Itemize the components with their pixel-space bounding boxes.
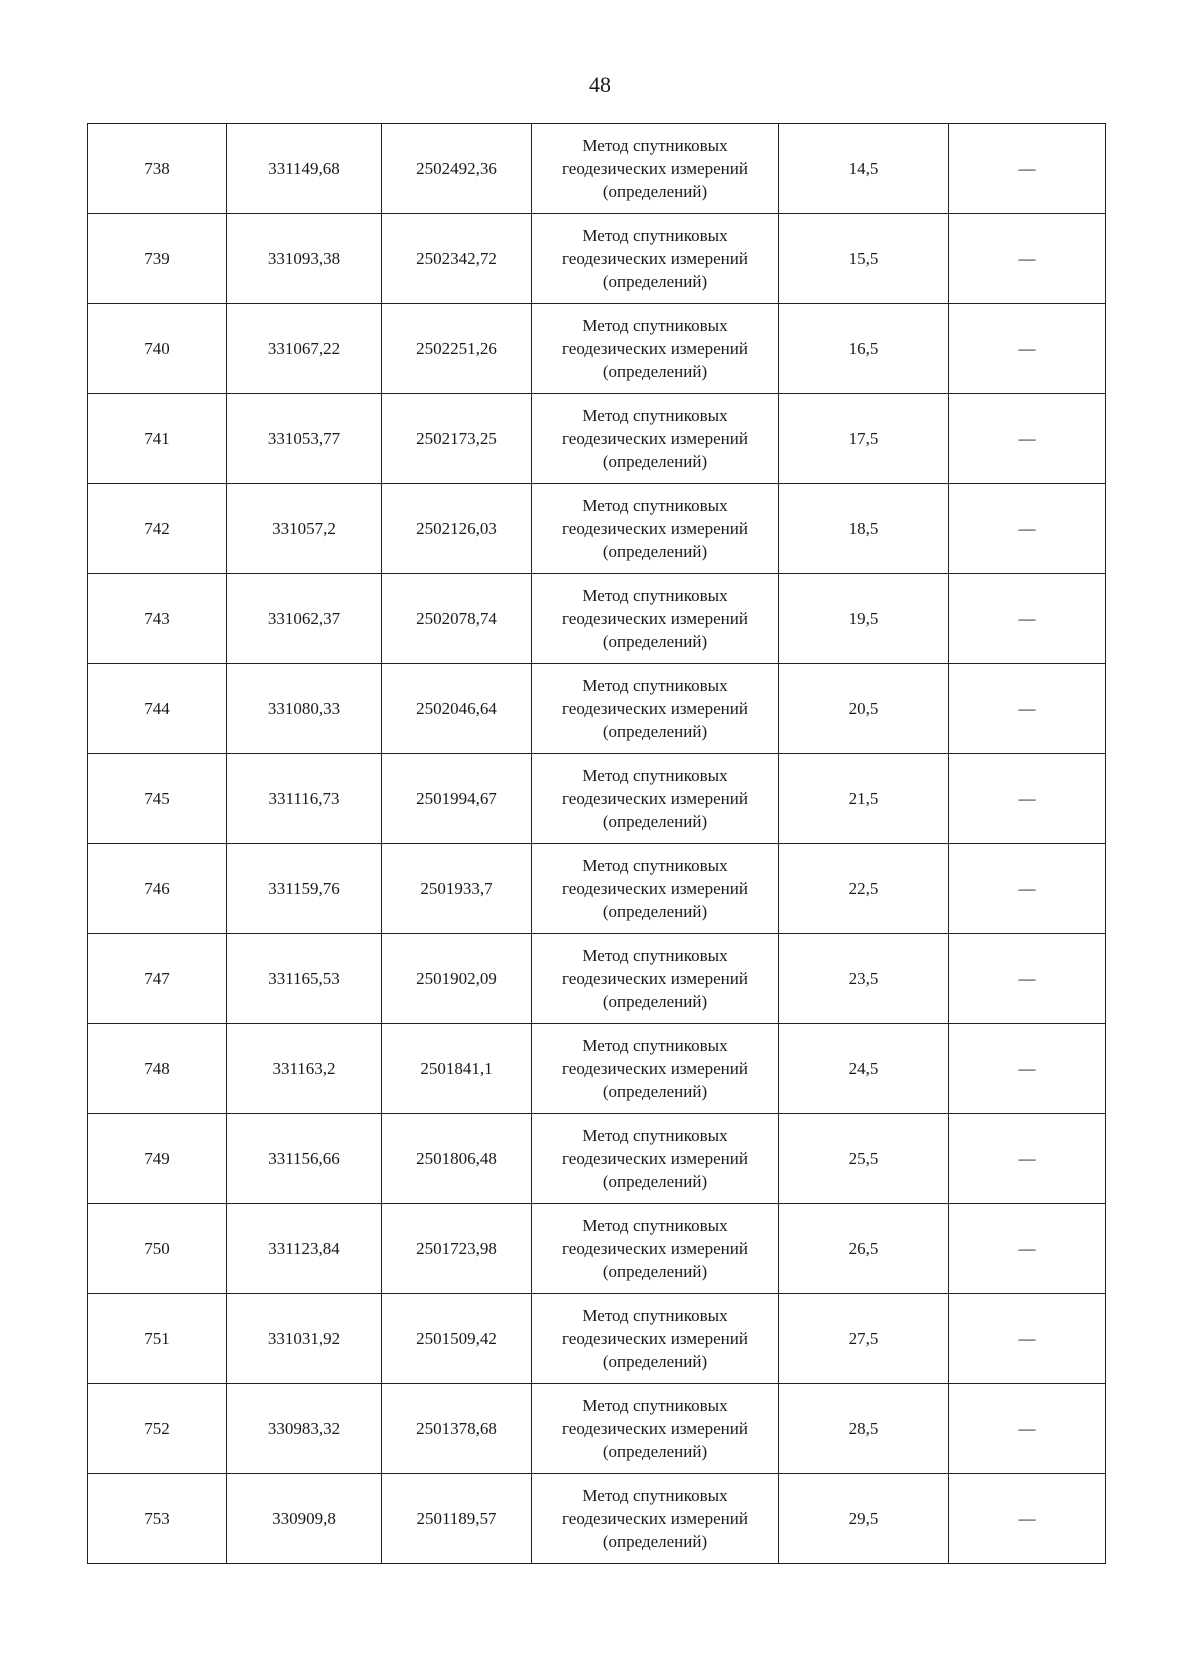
- accuracy-cell: 29,5: [779, 1474, 949, 1564]
- note-cell: —: [949, 934, 1106, 1024]
- method-line: геодезических измерений: [562, 969, 748, 988]
- method-line: (определений): [602, 1262, 708, 1281]
- coordinate-x-cell: 331053,77: [227, 394, 382, 484]
- method-line: геодезических измерений: [562, 1329, 748, 1348]
- coordinate-x-cell: 331057,2: [227, 484, 382, 574]
- method-line: Метод спутниковых: [582, 586, 728, 605]
- accuracy-cell: 19,5: [779, 574, 949, 664]
- coordinate-x-cell: 331031,92: [227, 1294, 382, 1384]
- coordinate-x-cell: 331093,38: [227, 214, 382, 304]
- method-cell: [532, 574, 779, 664]
- method-line: (определений): [602, 1082, 708, 1101]
- page-number: 48: [589, 72, 611, 97]
- table-row: [88, 934, 1106, 1024]
- point-number-cell: 753: [88, 1474, 227, 1564]
- method-line: (определений): [602, 902, 708, 921]
- method-line: (определений): [602, 632, 708, 651]
- table-row: [88, 1294, 1106, 1384]
- coordinate-y-cell: 2502251,26: [382, 304, 532, 394]
- coordinate-x-cell: 331149,68: [227, 124, 382, 214]
- method-cell: [532, 844, 779, 934]
- coordinate-x-cell: 331159,76: [227, 844, 382, 934]
- method-line: (определений): [602, 542, 708, 561]
- method-line: Метод спутниковых: [582, 1036, 728, 1055]
- accuracy-cell: 17,5: [779, 394, 949, 484]
- note-cell: —: [949, 1024, 1106, 1114]
- method-cell: [532, 1114, 779, 1204]
- coordinate-y-cell: 2502342,72: [382, 214, 532, 304]
- method-line: Метод спутниковых: [582, 1126, 728, 1145]
- note-cell: —: [949, 574, 1106, 664]
- method-line: Метод спутниковых: [582, 1306, 728, 1325]
- note-cell: —: [949, 1294, 1106, 1384]
- point-number-cell: 749: [88, 1114, 227, 1204]
- accuracy-cell: 21,5: [779, 754, 949, 844]
- point-number-cell: 743: [88, 574, 227, 664]
- coordinate-x-cell: 331165,53: [227, 934, 382, 1024]
- method-line: (определений): [602, 722, 708, 741]
- note-cell: —: [949, 664, 1106, 754]
- coordinate-y-cell: 2501806,48: [382, 1114, 532, 1204]
- method-cell: [532, 1294, 779, 1384]
- point-number-cell: 739: [88, 214, 227, 304]
- note-cell: —: [949, 304, 1106, 394]
- coordinate-x-cell: 331080,33: [227, 664, 382, 754]
- coordinate-y-cell: 2501509,42: [382, 1294, 532, 1384]
- method-line: (определений): [602, 1172, 708, 1191]
- accuracy-cell: 22,5: [779, 844, 949, 934]
- method-line: (определений): [602, 1532, 708, 1551]
- table-row: [88, 664, 1106, 754]
- method-line: Метод спутниковых: [582, 316, 728, 335]
- coordinate-y-cell: 2501994,67: [382, 754, 532, 844]
- method-cell: [532, 1204, 779, 1294]
- note-cell: —: [949, 484, 1106, 574]
- method-cell: [532, 124, 779, 214]
- method-line: Метод спутниковых: [582, 496, 728, 515]
- accuracy-cell: 14,5: [779, 124, 949, 214]
- method-line: геодезических измерений: [562, 339, 748, 358]
- method-line: (определений): [602, 272, 708, 291]
- point-number-cell: 738: [88, 124, 227, 214]
- method-cell: [532, 304, 779, 394]
- coordinate-y-cell: 2502046,64: [382, 664, 532, 754]
- point-number-cell: 741: [88, 394, 227, 484]
- method-line: Метод спутниковых: [582, 1486, 728, 1505]
- note-cell: —: [949, 124, 1106, 214]
- note-cell: —: [949, 214, 1106, 304]
- point-number-cell: 742: [88, 484, 227, 574]
- table-row: [88, 1114, 1106, 1204]
- accuracy-cell: 24,5: [779, 1024, 949, 1114]
- coordinate-x-cell: 330983,32: [227, 1384, 382, 1474]
- table-row: [88, 1384, 1106, 1474]
- table-row: [88, 1474, 1106, 1564]
- method-line: (определений): [602, 992, 708, 1011]
- accuracy-cell: 20,5: [779, 664, 949, 754]
- table-row: [88, 574, 1106, 664]
- coordinate-y-cell: 2502173,25: [382, 394, 532, 484]
- accuracy-cell: 27,5: [779, 1294, 949, 1384]
- coordinate-y-cell: 2501189,57: [382, 1474, 532, 1564]
- method-cell: [532, 934, 779, 1024]
- point-number-cell: 744: [88, 664, 227, 754]
- coordinate-y-cell: 2501378,68: [382, 1384, 532, 1474]
- table-row: [88, 124, 1106, 214]
- method-line: Метод спутниковых: [582, 856, 728, 875]
- coordinates-table: [87, 123, 1106, 1564]
- accuracy-cell: 26,5: [779, 1204, 949, 1294]
- method-line: геодезических измерений: [562, 699, 748, 718]
- method-line: (определений): [602, 182, 708, 201]
- point-number-cell: 746: [88, 844, 227, 934]
- coordinate-y-cell: 2501933,7: [382, 844, 532, 934]
- coordinate-x-cell: 331163,2: [227, 1024, 382, 1114]
- coordinate-y-cell: 2502492,36: [382, 124, 532, 214]
- accuracy-cell: 28,5: [779, 1384, 949, 1474]
- accuracy-cell: 16,5: [779, 304, 949, 394]
- method-line: (определений): [602, 1352, 708, 1371]
- table-row: [88, 304, 1106, 394]
- method-line: геодезических измерений: [562, 1509, 748, 1528]
- method-line: геодезических измерений: [562, 789, 748, 808]
- method-line: геодезических измерений: [562, 1059, 748, 1078]
- method-line: геодезических измерений: [562, 879, 748, 898]
- table-row: [88, 1204, 1106, 1294]
- table-row: [88, 754, 1106, 844]
- method-line: Метод спутниковых: [582, 676, 728, 695]
- method-line: геодезических измерений: [562, 159, 748, 178]
- method-cell: [532, 1474, 779, 1564]
- method-line: Метод спутниковых: [582, 226, 728, 245]
- coordinate-x-cell: 331116,73: [227, 754, 382, 844]
- method-line: Метод спутниковых: [582, 406, 728, 425]
- coordinate-x-cell: 331067,22: [227, 304, 382, 394]
- table-row: [88, 394, 1106, 484]
- coordinate-y-cell: 2501841,1: [382, 1024, 532, 1114]
- method-line: (определений): [602, 1442, 708, 1461]
- method-cell: [532, 1024, 779, 1114]
- table-row: [88, 844, 1106, 934]
- method-line: (определений): [602, 812, 708, 831]
- table-row: [88, 214, 1106, 304]
- coordinate-x-cell: 331156,66: [227, 1114, 382, 1204]
- method-cell: [532, 394, 779, 484]
- note-cell: —: [949, 1204, 1106, 1294]
- table-row: [88, 484, 1106, 574]
- method-line: геодезических измерений: [562, 1419, 748, 1438]
- method-line: (определений): [602, 452, 708, 471]
- method-cell: [532, 1384, 779, 1474]
- method-cell: [532, 484, 779, 574]
- point-number-cell: 750: [88, 1204, 227, 1294]
- accuracy-cell: 23,5: [779, 934, 949, 1024]
- method-line: Метод спутниковых: [582, 1216, 728, 1235]
- method-line: Метод спутниковых: [582, 1396, 728, 1415]
- point-number-cell: 747: [88, 934, 227, 1024]
- accuracy-cell: 18,5: [779, 484, 949, 574]
- note-cell: —: [949, 844, 1106, 934]
- point-number-cell: 751: [88, 1294, 227, 1384]
- method-cell: [532, 214, 779, 304]
- note-cell: —: [949, 754, 1106, 844]
- coordinate-y-cell: 2502126,03: [382, 484, 532, 574]
- point-number-cell: 752: [88, 1384, 227, 1474]
- method-line: геодезических измерений: [562, 1149, 748, 1168]
- coordinate-x-cell: 330909,8: [227, 1474, 382, 1564]
- coordinate-x-cell: 331062,37: [227, 574, 382, 664]
- point-number-cell: 740: [88, 304, 227, 394]
- coordinate-x-cell: 331123,84: [227, 1204, 382, 1294]
- method-line: геодезических измерений: [562, 609, 748, 628]
- method-line: геодезических измерений: [562, 249, 748, 268]
- accuracy-cell: 25,5: [779, 1114, 949, 1204]
- note-cell: —: [949, 1384, 1106, 1474]
- method-line: (определений): [602, 362, 708, 381]
- point-number-cell: 745: [88, 754, 227, 844]
- table-row: [88, 1024, 1106, 1114]
- method-line: Метод спутниковых: [582, 766, 728, 785]
- note-cell: —: [949, 394, 1106, 484]
- coordinates-table-body: [88, 124, 1106, 1564]
- coordinate-y-cell: 2501902,09: [382, 934, 532, 1024]
- method-cell: [532, 664, 779, 754]
- accuracy-cell: 15,5: [779, 214, 949, 304]
- method-line: геодезических измерений: [562, 429, 748, 448]
- note-cell: —: [949, 1474, 1106, 1564]
- method-line: Метод спутниковых: [582, 136, 728, 155]
- method-line: Метод спутниковых: [582, 946, 728, 965]
- method-line: геодезических измерений: [562, 1239, 748, 1258]
- point-number-cell: 748: [88, 1024, 227, 1114]
- note-cell: —: [949, 1114, 1106, 1204]
- method-line: геодезических измерений: [562, 519, 748, 538]
- coordinate-y-cell: 2501723,98: [382, 1204, 532, 1294]
- coordinate-y-cell: 2502078,74: [382, 574, 532, 664]
- method-cell: [532, 754, 779, 844]
